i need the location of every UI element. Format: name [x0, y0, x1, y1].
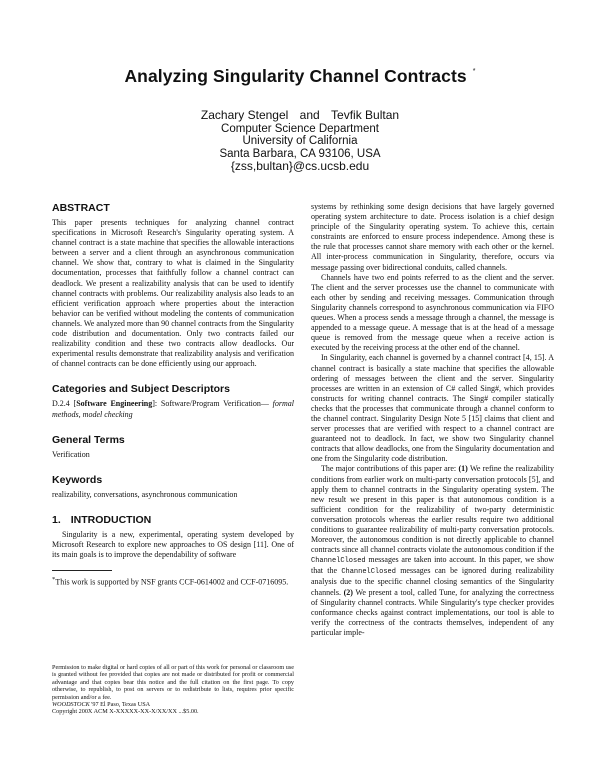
right-column	[311, 202, 554, 638]
contrib-text: We present a tool, called Tune, for analyzing the correctness of Singularity channel contracts. While Singularity's type checker provides conformance checks against contract implementations, our tool is able to verify the correctness of the contracts themselves, independent of any particular imple-	[311, 587, 554, 637]
venue-line	[52, 701, 294, 708]
contributions-paragraph	[311, 464, 554, 638]
section-number: 1.	[52, 513, 61, 526]
author-names	[0, 109, 600, 122]
contrib-marker: (1)	[458, 464, 468, 474]
section-title: INTRODUCTION	[70, 513, 152, 526]
categories-heading: Categories and Subject Descriptors	[52, 383, 230, 396]
code-term: ChannelClosed	[341, 568, 396, 577]
affiliation-line: Santa Barbara, CA 93106, USA	[219, 147, 381, 160]
author-block	[0, 109, 600, 173]
affiliation-line: Computer Science Department	[221, 122, 379, 135]
category-code: D.2.4 [	[52, 399, 77, 409]
category-italic: formal methods, model checking	[52, 399, 294, 419]
contrib-marker: (2)	[343, 587, 353, 597]
body-paragraph: Channels have two end points referred to as the client and the server. The client and the server processes use the channel to communicate with each other by sending and receiving messages. Communication through Singularity channels correspond to asynchronous communication via FIFO queues. When a process sends a message through a channel, the message is appended to a message queue. A message that is at the head of a message queue is removed from the message queue when a receive action is executed by the receiving process at the other end of the channel.	[311, 272, 554, 353]
footnote-mark: *	[52, 576, 56, 584]
abstract-text: This paper presents techniques for analyzing channel contract specifications in Microsoft Research's Singularity operating system. A channel contract is a state machine that specifies the allowable interactions between a server and a client through an asynchronous communication channel. We show that, contrary to what is claimed in the Singularity documentation, processes that faithfully follow a channel contract can deadlock. We present a realizability analysis that can be used to identify channel contracts with problems. Our realizability analysis also leads to an efficient verification approach where properties about the interaction behavior can be verified without modeling the contents of communication channels. We analyzed more than 90 channel contracts from the Singularity code distribution and documentation. Only two contracts failed our realizability condition and these two contracts allow deadlocks. Our experimental results demonstrate that realizability analysis and verification of channel contracts can be done efficiently using our approach.	[52, 218, 294, 369]
categories-text	[52, 399, 294, 419]
contrib-text: messages are taken into account. In this paper, we show that the	[311, 555, 554, 576]
author-1: Zachary Stengel	[200, 108, 289, 122]
introduction-heading	[52, 514, 294, 526]
permission-text: Permission to make digital or hard copies of all or part of this work for personal or classroom use is granted without fee provided that copies are not made or distributed for profit or commercial advantage and that copies bear this notice and the full citation on the first page. To copy otherwise, to republish, to post on servers or to redistribute to lists, requires prior specific permission and/or a fee.	[52, 664, 294, 701]
venue-details: '97 El Paso, Texas USA	[89, 701, 151, 709]
title-text: Analyzing Singularity Channel Contracts	[124, 66, 467, 86]
footnote-text: This work is supported by NSF grants CCF-0614002 and CCF-0716095.	[55, 577, 289, 587]
footnote	[52, 575, 294, 588]
affiliation-line: University of California	[242, 135, 358, 147]
title-footnote-mark: *	[472, 68, 476, 76]
body-paragraph: systems by rethinking some design decisions that have largely governed operating system architecture to date. Process isolation is a chief design principle of the Singularity operating system. To achieve this, certain constraints are enforced to ensure process independence. Among these is the rule that processes cannot share memory with each other or the kernel. All inter-process communication in Singularity, therefore, occurs via message passing over bidirectional conduits, called channels.	[311, 202, 554, 272]
body-paragraph: In Singularity, each channel is governed by a channel contract [4, 15]. A channel contract is basically a state machine that specifies the allowable ordering of messages between the client and the server. Singularity processes are written in an extension of C# called Sing#, which provides constructs for writing channel contracts. The Sing# compiler statically checks that the processes that communicate through a channel conform to the channel contract. Singularity Design Note 5 [15] claims that client and server processes that are verified with respect to a channel contract are guaranteed not to deadlock. In fact, we show two Singularity channel contracts that allow deadlocks, one from the Singularity documentation and one from the Singularity code distribution.	[311, 353, 554, 464]
author-conjunction: and	[299, 108, 320, 122]
category-bold: Software Engineering	[76, 399, 153, 409]
code-term: ChannelClosed	[311, 557, 366, 566]
permission-block	[52, 664, 294, 716]
contrib-text: The major contributions of this paper are:	[321, 464, 459, 474]
venue-name: WOODSTOCK	[52, 701, 90, 709]
paper-title	[0, 66, 600, 87]
abstract-heading: ABSTRACT	[52, 202, 110, 214]
contrib-text: We refine the realizability conditions from earlier work on multi-party conversation protocols [5], and apply them to channel contracts in the Singularity operating system. The new result we present in this paper is that autonomous condition is a sufficient condition for the realizability of two-party deterministic conversation protocols whereas the earlier results require two additional conditions to guarantee realizability of multi-party conversation protocols. Moreover, the autonomous condition is not directly applicable to channel contracts since all channel contracts violate the autonomous condition if the	[311, 464, 555, 555]
category-rest: ]: Software/Program Verification—	[152, 399, 269, 409]
keywords-text: realizability, conversations, asynchronous communication	[52, 489, 238, 499]
footnote-rule	[52, 570, 112, 571]
copyright-line: Copyright 200X ACM X-XXXXX-XX-X/XX/XX ...$5.00.	[52, 708, 199, 716]
author-2: Tevfik Bultan	[331, 108, 400, 122]
left-column	[52, 202, 294, 588]
author-email: {zss,bultan}@cs.ucsb.edu	[230, 159, 370, 173]
contrib-text: messages can be ignored during realizability analysis due to the specific channel closing semantics of the Singularity channels.	[311, 566, 554, 597]
introduction-text: Singularity is a new, experimental, operating system developed by Microsoft Research to explore new approaches to OS design [11]. One of its main goals is to improve the dependability of software	[52, 529, 294, 559]
general-terms-text: Verification	[52, 449, 90, 459]
keywords-heading: Keywords	[52, 473, 103, 486]
general-terms-heading: General Terms	[52, 433, 125, 446]
